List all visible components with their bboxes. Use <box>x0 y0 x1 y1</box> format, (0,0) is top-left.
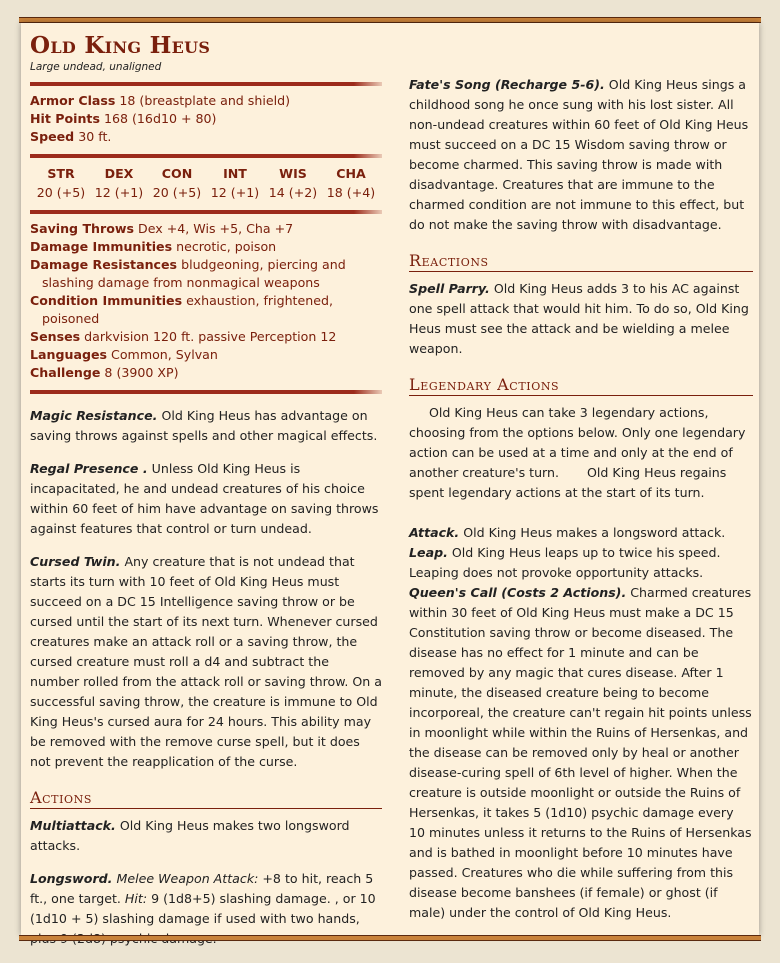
trait-regal-presence: Regal Presence . Unless Old King Heus is incapacitated, he and undead creatures of his choice within 60 feet of him have advantage on saving throws against features that control or turn undead. <box>30 461 379 536</box>
legendary-leap: Leap. Old King Heus leaps up to twice his speed. Leaping does not provoke opportunity attacks. <box>409 545 721 580</box>
column-continuation-spacer <box>409 33 753 75</box>
left-column <box>30 31 382 962</box>
divider <box>30 390 382 394</box>
ability-score: 20 (+5) <box>36 185 86 200</box>
legendary-queens-call: Queen's Call (Costs 2 Actions). Charmed creatures within 30 feet of Old King Heus must make a DC 15 Constitution saving throw or become diseased. The disease has no effect for 1 minute and can be removed by any magic that cures disease. After 1 minute, the diseased creature being to become incorporeal, the creature can't regain hit points unless in moonlight while within the Ruins of Hersenkas, and the disease can be removed only by heal or another disease-curing spell of 6th level of higher. When the creature is outside moonlight or outside the Ruins of Hersenkas, it takes 5 (1d10) psychic damage every 10 minutes unless it returns to the Ruins of Hersenkas and is bathed in moonlight before 10 minutes have passed. Creatures who die while suffering from this disease become banshees (if female) or ghost (if male) under the control of Old King Heus. <box>409 585 752 920</box>
ability-header: DEX <box>104 166 134 181</box>
condition-immunities: Condition Immunities exhaustion, frightened, poisoned <box>30 293 333 326</box>
stat-block <box>21 23 759 935</box>
ability-header: CON <box>161 166 193 181</box>
languages: Languages Common, Sylvan <box>30 347 218 362</box>
ability-score: 20 (+5) <box>152 185 202 200</box>
right-column <box>409 33 753 923</box>
ability-score: 14 (+2) <box>268 185 318 200</box>
senses: Senses darkvision 120 ft. passive Perception 12 <box>30 329 337 344</box>
reactions-heading: Reactions <box>409 251 753 272</box>
divider <box>30 210 382 214</box>
ability-header: STR <box>47 166 75 181</box>
reaction-spell-parry: Spell Parry. Old King Heus adds 3 to his AC against one spell attack that would hit him. To do so, Old King Heus must see the attack and be wielding a melee weapon. <box>409 281 749 356</box>
damage-immunities: Damage Immunities necrotic, poison <box>30 239 277 254</box>
action-fates-song: Fate's Song (Recharge 5-6). Old King Heus sings a childhood song he once sung with his lost sister. All non-undead creatures within 60 feet of Old King Heus must succeed on a DC 15 Wisdom saving throw or become charmed. This saving throw is made with disadvantage. Creatures that are immune to the charmed condition are not immune to this effect, but do not make the saving throw with disadvantage. <box>409 77 749 232</box>
actions-heading: Actions <box>30 788 382 809</box>
ability-score: 12 (+1) <box>210 185 260 200</box>
divider <box>30 154 382 158</box>
legendary-actions-heading: Legendary Actions <box>409 375 753 396</box>
ability-header: CHA <box>336 166 366 181</box>
action-longsword: Longsword. Melee Weapon Attack: +8 to hit, reach 5 ft., one target. Hit: 9 (1d8+5) slashing damage. , or 10 (1d10 + 5) slashing damage if used with two hands, <box>30 871 376 926</box>
legendary-attack: Attack. Old King Heus makes a longsword attack. <box>409 525 726 540</box>
saving-throws: Saving Throws Dex +4, Wis +5, Cha +7 <box>30 221 294 236</box>
ability-header: WIS <box>279 166 307 181</box>
detail-stats <box>30 220 382 382</box>
trait-cursed-twin: Cursed Twin. Any creature that is not undead that starts its turn with 10 feet of Old King Heus must succeed on a DC 15 Intelligence saving throw or be cursed until the start of its next turn. Whenever cursed creatures make an attack roll or a saving throw, the cursed creature must roll a d4 and subtract the number rolled from the attack roll or saving throw. On a successful saving throw, the creature is immune to Old King Heus's cursed aura for 24 hours. This ability may be removed with the remove curse spell, but it does not prevent the reapplication of the curse. <box>30 554 383 769</box>
damage-resistances: Damage Resistances bludgeoning, piercing and slashing damage from nonmagical weapons <box>30 257 346 290</box>
action-multiattack: Multiattack. Old King Heus makes two longsword attacks. <box>30 818 350 853</box>
challenge: Challenge 8 (3900 XP) <box>30 365 179 380</box>
legendary-intro: Old King Heus can take 3 legendary actions, choosing from the options below. Only one legendary action can be used at a time and only at the end of another creature's turn. Old King Heus regains spent legendary actions at the start of its turn. <box>409 405 750 500</box>
ability-scores <box>30 164 382 202</box>
trait-magic-resistance: Magic Resistance. Old King Heus has advantage on saving throws against spells and other magical effects. <box>30 408 378 443</box>
armor-class: Armor Class 18 (breastplate and shield) <box>30 93 290 108</box>
basic-stats <box>30 92 382 146</box>
ability-score: 18 (+4) <box>326 185 376 200</box>
bottom-border-bar <box>19 935 761 941</box>
monster-name: Old King Heus <box>30 32 211 59</box>
speed: Speed 30 ft. <box>30 129 112 144</box>
hit-points: Hit Points 168 (16d10 + 80) <box>30 111 217 126</box>
ability-score: 12 (+1) <box>94 185 144 200</box>
divider <box>30 82 382 86</box>
ability-header: INT <box>223 166 247 181</box>
monster-meta: Large undead, unaligned <box>30 61 162 73</box>
